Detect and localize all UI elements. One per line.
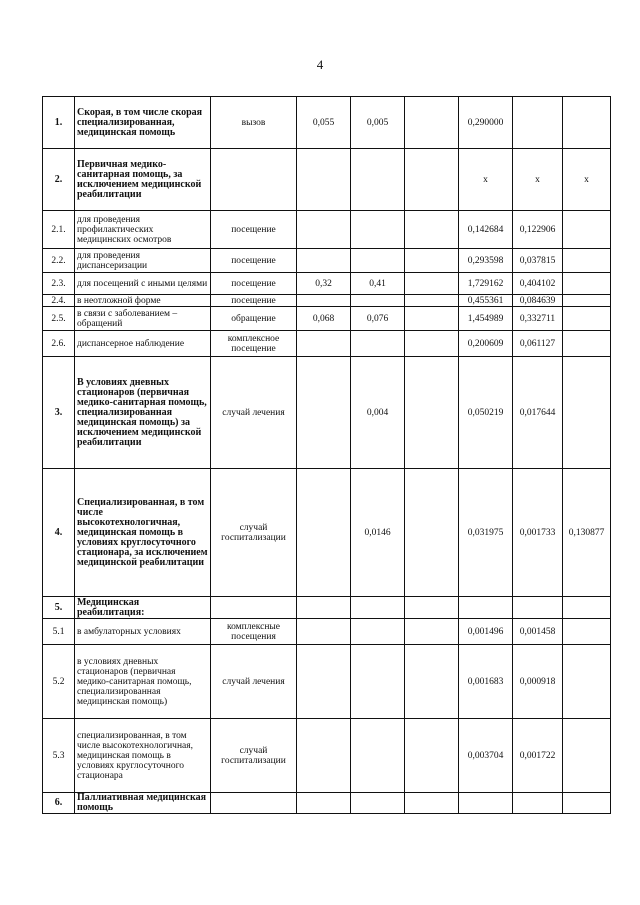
value-cell <box>351 295 405 307</box>
row-name: для посещений с иными целями <box>75 273 211 295</box>
table-row <box>43 149 611 211</box>
value-cell: 0,32 <box>297 273 351 295</box>
value-cell <box>351 331 405 357</box>
value-cell: х <box>459 149 513 211</box>
row-name: для проведения профилактических медицинских осмотров <box>75 211 211 249</box>
value-cell <box>297 793 351 814</box>
value-cell: 0,000918 <box>513 645 563 719</box>
table-row <box>43 793 611 814</box>
value-cell <box>351 719 405 793</box>
value-cell <box>563 357 611 469</box>
value-cell <box>297 645 351 719</box>
value-cell <box>351 211 405 249</box>
value-cell <box>405 307 459 331</box>
value-cell <box>563 249 611 273</box>
value-cell: 1,729162 <box>459 273 513 295</box>
value-cell <box>563 645 611 719</box>
row-name: Специализированная, в том числе высокотехнологичная, медицинская помощь в условиях круглосуточного стационара, за исключением медицинской реабилитации <box>75 469 211 597</box>
value-cell: 0,001733 <box>513 469 563 597</box>
value-cell <box>351 249 405 273</box>
row-name: в неотложной форме <box>75 295 211 307</box>
value-cell <box>513 597 563 619</box>
value-cell <box>297 719 351 793</box>
row-unit: обращение <box>211 307 297 331</box>
value-cell <box>405 331 459 357</box>
value-cell: 0,293598 <box>459 249 513 273</box>
value-cell: 0,200609 <box>459 331 513 357</box>
row-unit: посещение <box>211 273 297 295</box>
value-cell: 0,055 <box>297 97 351 149</box>
value-cell <box>297 331 351 357</box>
value-cell: 0,404102 <box>513 273 563 295</box>
value-cell <box>563 295 611 307</box>
value-cell: 0,017644 <box>513 357 563 469</box>
row-name: диспансерное наблюдение <box>75 331 211 357</box>
value-cell <box>351 645 405 719</box>
row-name: в условиях дневных стационаров (первичная медико-санитарная помощь, специализированная медицинская помощь) <box>75 645 211 719</box>
row-unit: посещение <box>211 295 297 307</box>
table-row <box>43 357 611 469</box>
row-unit: случай лечения <box>211 645 297 719</box>
value-cell <box>351 597 405 619</box>
value-cell: 0,290000 <box>459 97 513 149</box>
value-cell <box>297 469 351 597</box>
row-unit <box>211 793 297 814</box>
value-cell <box>405 211 459 249</box>
row-number: 2.4. <box>43 295 75 307</box>
value-cell: х <box>563 149 611 211</box>
row-unit: комплексное посещение <box>211 331 297 357</box>
value-cell: 0,050219 <box>459 357 513 469</box>
row-unit: случай госпитализации <box>211 719 297 793</box>
row-name: В условиях дневных стационаров (первичная медико-санитарная помощь, специализированная медицинская помощь) за исключением медицинской реабилитации <box>75 357 211 469</box>
row-number: 5.1 <box>43 619 75 645</box>
value-cell <box>297 619 351 645</box>
value-cell <box>405 597 459 619</box>
row-number: 2.2. <box>43 249 75 273</box>
value-cell <box>297 149 351 211</box>
value-cell <box>563 619 611 645</box>
table-row <box>43 295 611 307</box>
value-cell <box>351 619 405 645</box>
value-cell: х <box>513 149 563 211</box>
row-number: 3. <box>43 357 75 469</box>
value-cell: 0,031975 <box>459 469 513 597</box>
table-row <box>43 307 611 331</box>
value-cell <box>405 645 459 719</box>
value-cell: 0,004 <box>351 357 405 469</box>
value-cell: 0,41 <box>351 273 405 295</box>
value-cell: 0,455361 <box>459 295 513 307</box>
table-row <box>43 619 611 645</box>
value-cell <box>513 793 563 814</box>
value-cell <box>405 357 459 469</box>
table-row <box>43 719 611 793</box>
row-unit: посещение <box>211 211 297 249</box>
value-cell: 0,001496 <box>459 619 513 645</box>
row-name: Первичная медико-санитарная помощь, за исключением медицинской реабилитации <box>75 149 211 211</box>
row-name: в связи с заболеванием – обращений <box>75 307 211 331</box>
value-cell <box>297 357 351 469</box>
row-number: 2.6. <box>43 331 75 357</box>
value-cell <box>563 597 611 619</box>
value-cell: 0,142684 <box>459 211 513 249</box>
value-cell: 0,084639 <box>513 295 563 307</box>
row-number: 2.1. <box>43 211 75 249</box>
row-number: 5.2 <box>43 645 75 719</box>
row-unit: комплексные посещения <box>211 619 297 645</box>
table-row <box>43 273 611 295</box>
value-cell <box>563 273 611 295</box>
row-number: 2.5. <box>43 307 75 331</box>
row-name: Паллиативная медицинская помощь <box>75 793 211 814</box>
value-cell: 0,076 <box>351 307 405 331</box>
value-cell <box>563 719 611 793</box>
row-number: 1. <box>43 97 75 149</box>
row-unit: посещение <box>211 249 297 273</box>
value-cell <box>459 793 513 814</box>
value-cell <box>563 211 611 249</box>
row-number: 5.3 <box>43 719 75 793</box>
value-cell <box>513 97 563 149</box>
row-unit <box>211 597 297 619</box>
table-row <box>43 645 611 719</box>
row-name: специализированная, в том числе высокотехнологичная, медицинская помощь в условиях круглосуточного стационара <box>75 719 211 793</box>
row-number: 6. <box>43 793 75 814</box>
value-cell: 0,122906 <box>513 211 563 249</box>
value-cell <box>405 149 459 211</box>
table-row <box>43 211 611 249</box>
value-cell: 0,332711 <box>513 307 563 331</box>
table-row <box>43 249 611 273</box>
value-cell: 0,130877 <box>563 469 611 597</box>
table-row <box>43 469 611 597</box>
value-cell <box>405 273 459 295</box>
row-unit: случай лечения <box>211 357 297 469</box>
value-cell <box>405 249 459 273</box>
value-cell: 0,001683 <box>459 645 513 719</box>
value-cell <box>405 295 459 307</box>
value-cell <box>351 793 405 814</box>
row-name: Скорая, в том числе скорая специализированная, медицинская помощь <box>75 97 211 149</box>
value-cell <box>405 719 459 793</box>
value-cell <box>563 793 611 814</box>
value-cell <box>459 597 513 619</box>
indicators-table <box>42 96 611 814</box>
value-cell <box>297 597 351 619</box>
row-unit: случай госпитализации <box>211 469 297 597</box>
value-cell <box>351 149 405 211</box>
row-name: для проведения диспансеризации <box>75 249 211 273</box>
value-cell <box>405 619 459 645</box>
value-cell: 0,061127 <box>513 331 563 357</box>
value-cell <box>563 331 611 357</box>
value-cell: 0,003704 <box>459 719 513 793</box>
row-number: 2. <box>43 149 75 211</box>
value-cell: 0,001458 <box>513 619 563 645</box>
value-cell <box>297 249 351 273</box>
value-cell <box>297 211 351 249</box>
table-row <box>43 331 611 357</box>
row-number: 2.3. <box>43 273 75 295</box>
value-cell: 0,068 <box>297 307 351 331</box>
value-cell: 0,037815 <box>513 249 563 273</box>
value-cell: 0,005 <box>351 97 405 149</box>
page-number: 4 <box>316 57 324 72</box>
value-cell <box>405 97 459 149</box>
value-cell <box>405 469 459 597</box>
value-cell <box>563 307 611 331</box>
row-number: 4. <box>43 469 75 597</box>
value-cell <box>405 793 459 814</box>
value-cell <box>563 97 611 149</box>
value-cell <box>297 295 351 307</box>
row-unit: вызов <box>211 97 297 149</box>
row-name: Медицинская реабилитация: <box>75 597 211 619</box>
row-number: 5. <box>43 597 75 619</box>
table-row <box>43 597 611 619</box>
value-cell: 0,0146 <box>351 469 405 597</box>
row-name: в амбулаторных условиях <box>75 619 211 645</box>
row-unit <box>211 149 297 211</box>
table-row <box>43 97 611 149</box>
value-cell: 1,454989 <box>459 307 513 331</box>
value-cell: 0,001722 <box>513 719 563 793</box>
